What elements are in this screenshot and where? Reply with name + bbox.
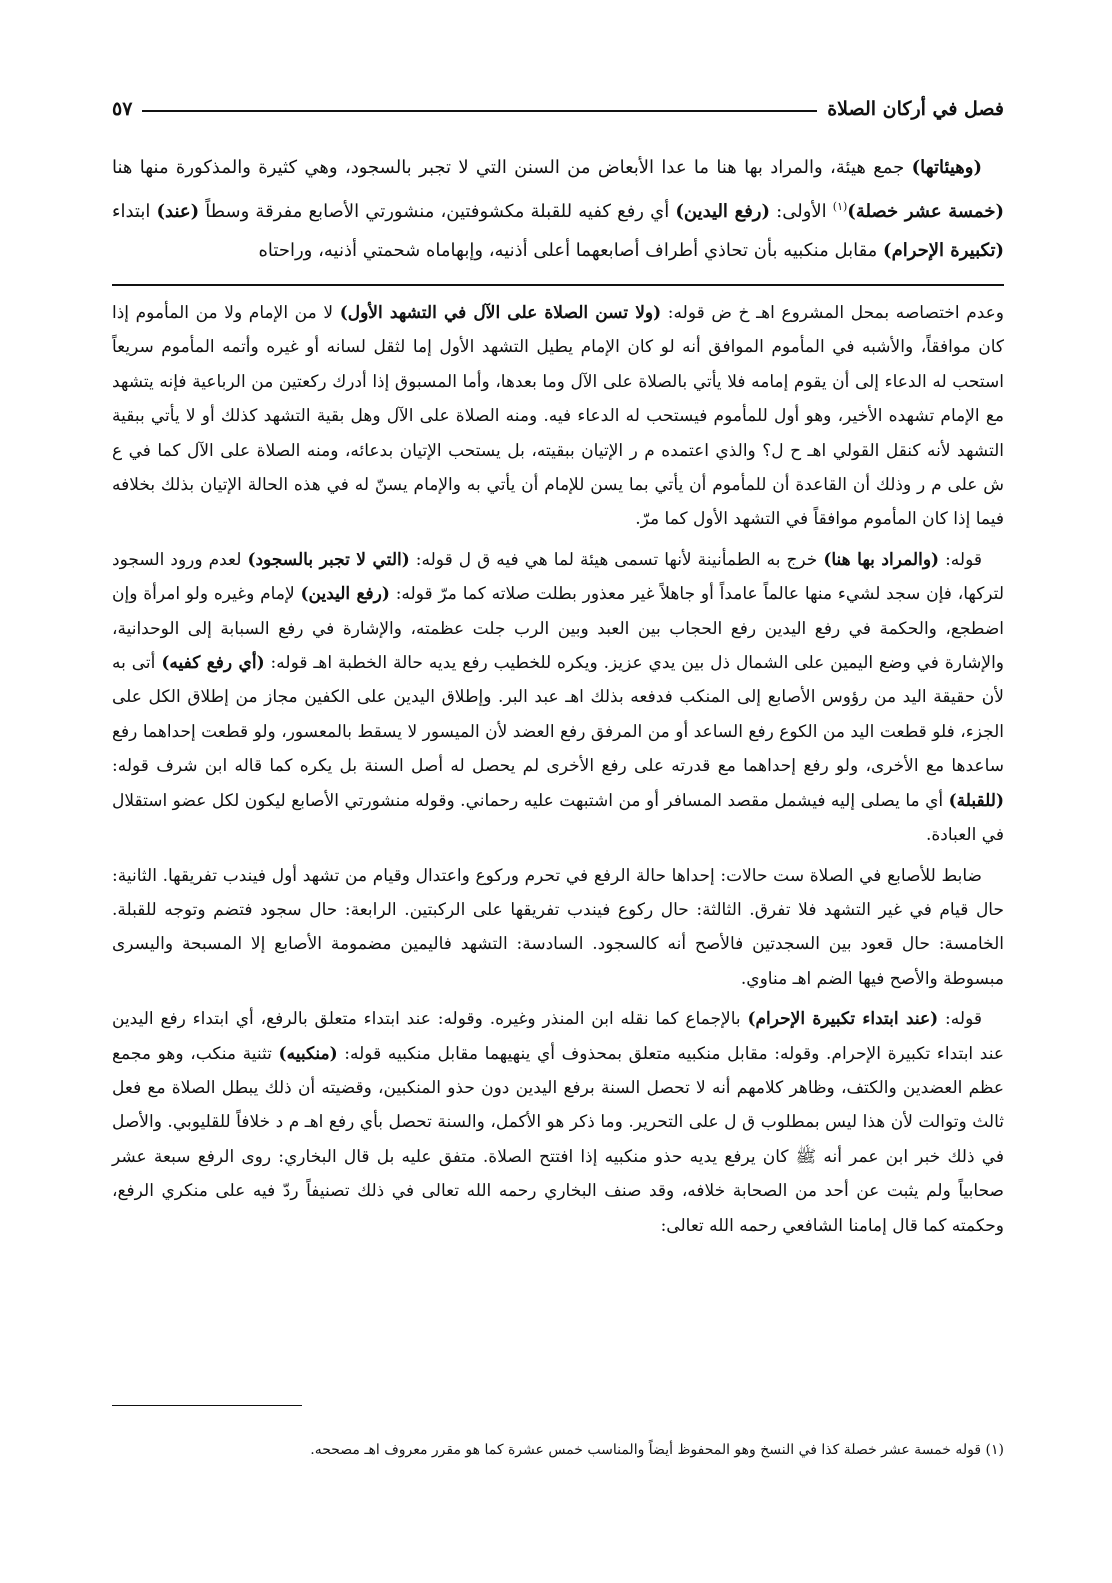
term: (خمسة عشر خصلة)	[847, 201, 1004, 222]
text-run: أتى به لأن حقيقة اليد من رؤوس الأصابع إلى المنكب فدفعه بذلك اهـ عبد البر. وإطلاق اليدين على الكفين مجاز من إطلاق الكل على الجزء، فلو قطعت اليد من الكوع رفع الساعد أو من المرفق رفع العضد لأن الميسور لا يسقط بالمعسور، ولو قطعت إحداهما رفع ساعدها مع الأخرى، ولو رفع إحداهما مع قدرته على رفع الأخرى لم يحصل له أصل السنة بل يكره كما قاله ابن شرف قوله:	[112, 653, 1004, 777]
quoted-term: (أي رفع كفيه)	[161, 653, 265, 674]
commentary-paragraph	[112, 1002, 1004, 1243]
quoted-term: (التي لا تجبر بالسجود)	[247, 549, 410, 570]
quoted-term: (ولا تسن الصلاة على الآل في التشهد الأول)	[339, 303, 662, 323]
term: (وهيئاتها)	[911, 157, 982, 178]
section-divider	[112, 284, 1004, 286]
commentary	[112, 296, 1004, 1249]
term: (رفع اليدين)	[675, 201, 771, 222]
text-run: بالإجماع كما نقله ابن المنذر وغيره. وقوله: عند ابتداء متعلق بالرفع، أي ابتداء رفع اليدين عند ابتداء تكبيرة الإحرام. وقوله: مقابل منكبيه متعلق بمحذوف أي ينهيهما مقابل منكبيه قوله:	[112, 1009, 1004, 1064]
text-run: قوله:	[938, 1009, 982, 1030]
text-run: وعدم اختصاصه بمحل المشروع اهـ خ ض قوله:	[661, 303, 1005, 323]
text-run: أي رفع كفيه للقبلة مكشوفتين، منشورتي الأصابع مفرقة وسطاً	[199, 201, 676, 222]
footnote-ref: (١)	[832, 200, 848, 213]
commentary-paragraph	[112, 296, 1004, 537]
quoted-term: (للقبلة)	[948, 790, 1004, 811]
chapter-title: فصل في أركان الصلاة	[827, 98, 1004, 120]
text-run: لا من الإمام ولا من المأموم إذا كان موافقاً، والأشبه في المأموم الموافق أنه لو كان الإمام يطيل التشهد الأول إما لثقل لسانه أو غيره وأتمه المأموم سريعاً استحب له الدعاء إلى أن يقوم إمامه فلا يأتي بالصلاة على الآل وما بعدها، وأما المسبوق إذا أدرك ركعتين من الرباعية فإنه يتشهد مع الإمام تشهده الأخير، وهو أول للمأموم فيستحب له الدعاء فيه. ومنه الصلاة على الآل وهل بقية التشهد كذلك أو لا يأتي ببقية التشهد لأنه كنقل القولي اهـ ح ل؟ والذي اعتمده م ر الإتيان ببقيته، بل يستحب الإتيان بدعائه، ومنه الصلاة على الآل كما في ع ش على م ر وذلك أن القاعدة أن للمأموم أن يأتي بما يسن للإمام أن يأتي به والإمام يسنّ له في هذه الحالة الإتيان بذلك بخلافه فيما إذا كان المأموم موافقاً في التشهد الأول كما مرّ.	[112, 303, 1004, 530]
quoted-term: (عند ابتداء تكبيرة الإحرام)	[747, 1009, 939, 1030]
header-rule	[142, 110, 817, 112]
main-paragraph	[112, 148, 1004, 270]
main-text	[112, 148, 1004, 270]
footnote	[112, 1438, 1004, 1462]
page-number: ٥٧	[112, 98, 133, 120]
text-run: خرج به الطمأنينة لأنها تسمى هيئة لما هي فيه ق ل قوله:	[409, 549, 824, 570]
term: (عند)	[156, 201, 200, 222]
quoted-term: (رفع اليدين)	[300, 584, 390, 605]
text-run: الأولى:	[770, 201, 833, 222]
quoted-term: (والمراد بها هنا)	[823, 549, 940, 570]
text-run: قوله:	[939, 549, 983, 570]
running-header	[112, 94, 1004, 124]
text-run: مقابل منكبيه بأن تحاذي أطراف أصابعهما أعلى أذنيه، وإبهاماه شحمتي أذنيه، وراحتاه	[258, 240, 884, 261]
commentary-paragraph: ضابط للأصابع في الصلاة ست حالات: إحداها حالة الرفع في تحرم وركوع واعتدال وقيام من تشهد أول فيندب تفريقها. الثانية: حال قيام في غير التشهد فلا تفرق. الثالثة: حال ركوع فيندب تفريقها على الركبتين. الرابعة: حال سجود فتضم وتوجه للقبلة. الخامسة: حال قعود بين السجدتين فالأصح أنه كالسجود. السادسة: التشهد فاليمين مضمومة الأصابع إلا المسبحة واليسرى مبسوطة والأصح فيها الضم اهـ مناوي.	[112, 865, 1004, 989]
text-run: أي ما يصلى إليه فيشمل مقصد المسافر أو من اشتبهت عليه رحماني. وقوله منشورتي الأصابع ليكون لكل عضو استقلال في العبادة.	[112, 790, 1004, 846]
quoted-term: (منكبيه)	[278, 1043, 338, 1064]
text-run: جمع هيئة، والمراد بها هنا ما عدا الأبعاض من السنن التي لا تجبر بالسجود، وهي كثيرة والمذكورة منها هنا	[112, 157, 912, 178]
footnote-text: قوله خمسة عشر خصلة كذا في النسخ وهو المحفوظ أيضاً والمناسب خمس عشرة كما هو مقرر معروف اهـ مصححه.	[310, 1442, 982, 1458]
footnote-marker: (١)	[985, 1442, 1004, 1458]
commentary-paragraph	[112, 543, 1004, 853]
text-run: لعدم ورود السجود لتركها، فإن سجد لشيء منها عالماً عامداً أو جاهلاً غير معذور بطلت صلاته كما مرّ قوله:	[112, 549, 1004, 605]
text-run: لإمام وغيره ولو امرأة وإن اضطجع، والحكمة في رفع اليدين رفع الحجاب بين العبد وبين الرب جلت عظمته، والإشارة في رفع السبابة إلى الوحدانية، والإشارة في وضع اليمين على الشمال ذل بين يدي عزيز. ويكره للخطيب رفع يديه حالة الخطبة اهـ قوله:	[112, 584, 1004, 674]
text-run: تثنية منكب، وهو مجمع عظم العضدين والكتف، وظاهر كلامهم أنه لا تحصل السنة برفع اليدين دون حذو المنكبين، وقضيته أن ذلك يبطل الصلاة مع فعل ثالث وتوالت لأن هذا ليس بمطلوب ق ل على التحرير. وما ذكر هو الأكمل، والسنة تحصل بأي رفع اهـ م د خلافاً للقليوبي. والأصل في ذلك خبر ابن عمر أنه ﷺ كان يرفع يديه حذو منكبيه إذا افتتح الصلاة. متفق عليه بل قال البخاري: روى الرفع سبعة عشر صحابياً ولم يثبت عن أحد من الصحابة خلافه، وقد صنف البخاري رحمه الله تعالى في ذلك تصنيفاً ردّ فيه على منكري الرفع، وحكمته كما قال إمامنا الشافعي رحمه الله تعالى:	[112, 1043, 1004, 1236]
term: (تكبيرة الإحرام)	[883, 240, 1004, 261]
footnote-rule	[112, 1405, 302, 1406]
text-run: ابتداء	[112, 201, 157, 222]
